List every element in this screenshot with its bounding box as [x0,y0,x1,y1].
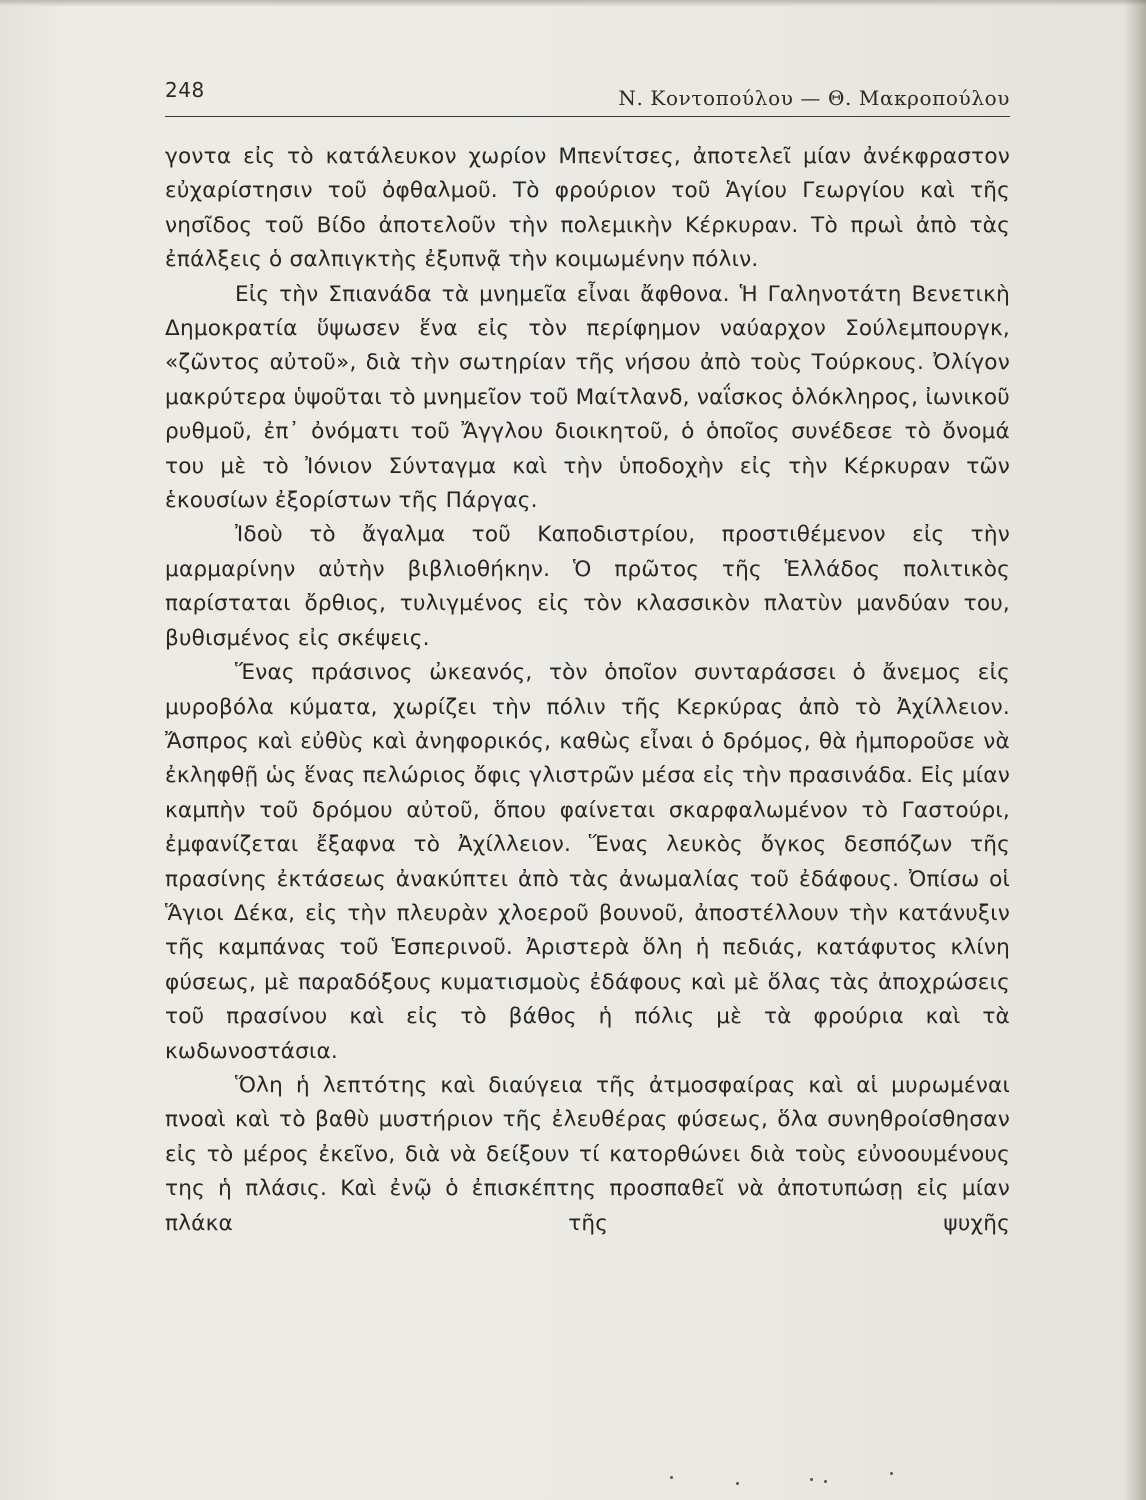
speck [890,1472,893,1475]
speck [736,1482,739,1485]
page-top-edge [0,0,1146,6]
page-header [165,72,1010,118]
paragraph-1: γοντα εἰς τὸ κατάλευκον χωρίον Μπενίτσες, ἀποτελεῖ μίαν ἀνέκφραστον εὐχαρίστησιν τοῦ ὀφθαλμοῦ. Τὸ φρούριον τοῦ Ἁγίου Γεωργίου καὶ τῆς νησῖδος τοῦ Βίδο ἀποτελοῦν τὴν πολεμικὴν Κέρκυραν. Τὸ πρωὶ ἀπὸ τὰς ἐπάλξεις ὁ σαλπιγκτὴς ἐξυπνᾷ τὴν κοιμωμένην πόλιν. [165,144,1010,273]
paragraph-5: Ὅλη ἡ λεπτότης καὶ διαύγεια τῆς ἀτμοσφαίρας καὶ αἱ μυρωμέναι πνοαὶ καὶ τὸ βαθὺ μυστήριον τῆς ἐλευθέρας φύσεως, ὅλα συνηθροίσθησαν εἰς τὸ μέρος ἐκεῖνο, διὰ νὰ δείξουν τί κατορθώνει διὰ τοὺς εὐνοουμένους της ἡ πλάσις. Καὶ ἐνῷ ὁ ἐπισκέπτης προσπαθεῖ νὰ ἀποτυπώσῃ εἰς μίαν πλάκα τῆς ψυχῆς [165,1072,1010,1236]
paragraph-3: Ἰδοὺ τὸ ἄγαλμα τοῦ Καποδιστρίου, προστιθέμενον εἰς τὴν μαρμαρίνην αὐτὴν βιβλιοθήκην. Ὁ πρῶτος τῆς Ἑλλάδος πολιτικὸς παρίσταται ὄρθιος, τυλιγμένος εἰς τὸν κλασσικὸν πλατὺν μανδύαν του, βυθισμένος εἰς σκέψεις. [165,522,1010,651]
print-specks [660,1468,930,1492]
speck [810,1478,813,1481]
running-head: Ν. Κοντοπούλου — Θ. Μακροπούλου [618,86,1010,110]
speck [670,1476,673,1479]
paragraph-2: Εἰς τὴν Σπιανάδα τὰ μνημεῖα εἶναι ἄφθονα. Ἡ Γαληνοτάτη Βενετικὴ Δημοκρατία ὕψωσεν ἕνα εἰς τὸν περίφημον ναύαρχον Σούλεμπουργκ, «ζῶντος αὐτοῦ», διὰ τὴν σωτηρίαν τῆς νήσου ἀπὸ τοὺς Τούρκους. Ὀλίγον μακρύτερα ὑψοῦται τὸ μνημεῖον τοῦ Μαίτλανδ, ναΐσκος ὁλόκληρος, ἰωνικοῦ ρυθμοῦ, ἐπ᾿ ὀνόματι τοῦ Ἄγγλου διοικητοῦ, ὁ ὁποῖος συνέδεσε τὸ ὄνομά του μὲ τὸ Ἰόνιον Σύνταγμα καὶ τὴν ὑποδοχὴν εἰς τὴν Κέρκυραν τῶν ἑκουσίων ἐξορίστων τῆς Πάργας. [165,281,1010,514]
page-binding-shadow [1124,0,1146,1500]
body-text [165,140,1010,1241]
header-rule [165,116,1010,117]
paragraph-4: Ἕνας πράσινος ὠκεανός, τὸν ὁποῖον συνταράσσει ὁ ἄνεμος εἰς μυροβόλα κύματα, χωρίζει τὴν πόλιν τῆς Κερκύρας ἀπὸ τὸ Ἀχίλλειον. Ἄσπρος καὶ εὐθὺς καὶ ἀνηφορικός, καθὼς εἶναι ὁ δρόμος, θὰ ἠμποροῦσε νὰ ἐκληφθῇ ὡς ἕνας πελώριος ὄφις γλιστρῶν μέσα εἰς τὴν πρασινάδα. Εἰς μίαν καμπὴν τοῦ δρόμου αὐτοῦ, ὅπου φαίνεται σκαρφαλωμένον τὸ Γαστούρι, ἐμφανίζεται ἔξαφνα τὸ Ἀχίλλειον. Ἕνας λευκὸς ὄγκος δεσπόζων τῆς πρασίνης ἐκτάσεως ἀνακύπτει ἀπὸ τὰς ἀνωμαλίας τοῦ ἐδάφους. Ὀπίσω οἱ Ἅγιοι Δέκα, εἰς τὴν πλευρὰν χλοεροῦ βουνοῦ, ἀποστέλλουν τὴν κατάνυξιν τῆς καμπάνας τοῦ Ἑσπερινοῦ. Ἀριστερὰ ὅλη ἡ πεδιάς, κατάφυτος κλίνη φύσεως, μὲ παραδόξους κυματισμοὺς ἐδάφους καὶ μὲ ὅλας τὰς ἀποχρώσεις τοῦ πρασίνου καὶ εἰς τὸ βάθος ἡ πόλις μὲ τὰ φρούρια καὶ τὰ κωδωνοστάσια. [165,660,1010,1064]
page-number: 248 [165,78,205,102]
speck [824,1480,827,1483]
